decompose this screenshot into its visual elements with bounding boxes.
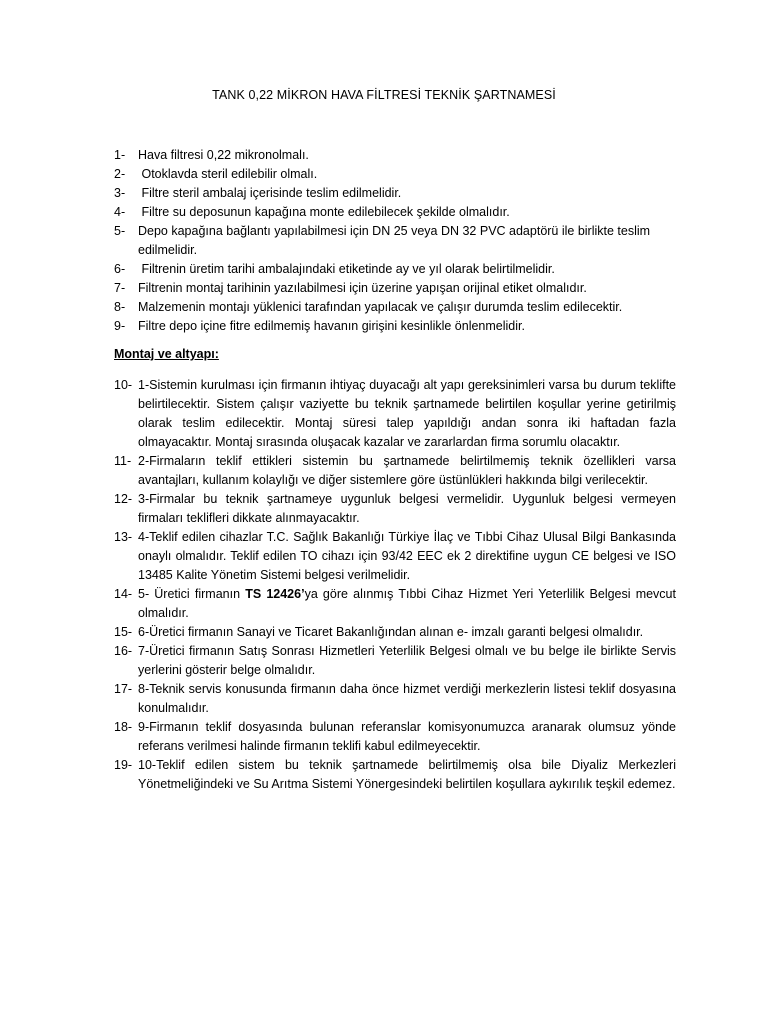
item-number: 18- xyxy=(114,720,133,734)
item-text: Filtrenin üretim tarihi ambalajındaki etiketinde ay ve yıl olarak belirtilmelidir. xyxy=(138,262,555,276)
item-number: 5- xyxy=(114,224,126,238)
item-number: 15- xyxy=(114,625,133,639)
item-text: Depo kapağına bağlantı yapılabilmesi için DN 25 veya DN 32 PVC adaptörü ile birlikte teslim edilmelidir. xyxy=(138,224,651,257)
item-text: Filtre steril ambalaj içerisinde teslim edilmelidir. xyxy=(138,186,402,200)
item-number: 17- xyxy=(114,682,133,696)
item-number: 8- xyxy=(114,300,126,314)
list-item xyxy=(114,642,676,680)
item-number: 16- xyxy=(114,644,133,658)
list-item xyxy=(114,298,676,317)
item-text: 3-Firmalar bu teknik şartnameye uygunluk belgesi vermelidir. Uygunluk belgesi vermeyen firmaları teklifleri dikkate alınmayacaktır. xyxy=(138,492,676,525)
list-item xyxy=(114,184,676,203)
list-item xyxy=(114,585,676,623)
list-item xyxy=(114,203,676,222)
list-item xyxy=(114,490,676,528)
item-number: 10- xyxy=(114,378,133,392)
item-number: 13- xyxy=(114,530,133,544)
list-item xyxy=(114,279,676,298)
installation-list xyxy=(114,376,676,794)
item-text: 1-Sistemin kurulması için firmanın ihtiyaç duyacağı alt yapı gereksinimleri varsa bu durum teklifte belirtilecektir. Sistem çalışır vaziyette bu teknik şartnamede belirtilen koşullar yerine getirilmiş olarak teslim edilecektir. Montaj süresi talep yapıldığı andan sonra iki haftadan fazla olmayacaktır. Montaj sırasında oluşacak kazalar ve zararlardan firma sorumlu olacaktır. xyxy=(138,378,676,449)
item-number: 11- xyxy=(114,454,132,468)
item-text xyxy=(138,585,676,623)
item-number: 14- xyxy=(114,587,133,601)
list-item xyxy=(114,452,676,490)
item-text: 8-Teknik servis konusunda firmanın daha önce hizmet verdiği merkezlerin listesi teklif dosyasına konulmalıdır. xyxy=(138,682,676,715)
item-number: 6- xyxy=(114,262,126,276)
standard-code: TS 12426’ xyxy=(245,587,305,601)
item-number: 19- xyxy=(114,758,133,772)
list-item xyxy=(114,222,676,260)
list-item xyxy=(114,317,676,336)
list-item xyxy=(114,718,676,756)
list-item xyxy=(114,680,676,718)
list-item xyxy=(114,623,676,642)
list-item xyxy=(114,528,676,585)
item-number: 3- xyxy=(114,186,126,200)
requirements-list xyxy=(114,146,676,336)
item-text: Otoklavda steril edilebilir olmalı. xyxy=(138,167,318,181)
item-number: 9- xyxy=(114,319,126,333)
item-number: 12- xyxy=(114,492,133,506)
list-item xyxy=(114,146,676,165)
item-text: Malzemenin montajı yüklenici tarafından yapılacak ve çalışır durumda teslim edilecektir. xyxy=(138,300,623,314)
item-number: 2- xyxy=(114,167,126,181)
list-item xyxy=(114,756,676,794)
item-text: 7-Üretici firmanın Satış Sonrası Hizmetleri Yeterlilik Belgesi olmalı ve bu belge ile birlikte Servis yerlerini gösterir belge olmalıdır. xyxy=(138,644,676,677)
item-text: Filtre depo içine fitre edilmemiş havanın girişini kesinlikle önlenmelidir. xyxy=(138,319,525,333)
item-text-end: ya göre alınmış Tıbbi Cihaz Hizmet Yeri Yeterlilik Belgesi mevcut olmalıdır. xyxy=(138,587,676,620)
item-number: 7- xyxy=(114,281,126,295)
item-text: 9-Firmanın teklif dosyasında bulunan referanslar komisyonumuzca aranarak olumsuz yönde referans verilmesi halinde firmanın teklifi kabul edilmeyecektir. xyxy=(138,720,676,753)
item-text: Filtrenin montaj tarihinin yazılabilmesi için üzerine yapışan orijinal etiket olmalıdır. xyxy=(138,281,587,295)
item-number: 1- xyxy=(114,148,126,162)
list-item xyxy=(114,260,676,279)
item-number: 4- xyxy=(114,205,126,219)
section-heading: Montaj ve altyapı: xyxy=(114,347,219,361)
item-text: 4-Teklif edilen cihazlar T.C. Sağlık Bakanlığı Türkiye İlaç ve Tıbbi Cihaz Ulusal Bilgi Bankasında onaylı olmalıdır. Teklif edilen TO cihazı için 93/42 EEC ek 2 direktifine uygun CE belgesi ve ISO 13485 Kalite Yönetim Sistemi belgesi verilmelidir. xyxy=(138,530,676,582)
list-item xyxy=(114,165,676,184)
item-text: 2-Firmaların teklif ettikleri sistemin bu şartnamede belirtilmemiş teknik özellikleri varsa avantajları, kullanım kolaylığı ve diğer sistemlere göre üstünlükleri hakkında bilgi verilecektir. xyxy=(138,454,676,487)
item-text-start: 5- Üretici firmanın xyxy=(138,587,246,601)
item-text: Hava filtresi 0,22 mikronolmalı. xyxy=(138,148,309,162)
document-title: TANK 0,22 MİKRON HAVA FİLTRESİ TEKNİK ŞARTNAMESİ xyxy=(212,88,556,102)
item-text: 6-Üretici firmanın Sanayi ve Ticaret Bakanlığından alınan e- imzalı garanti belgesi olmalıdır. xyxy=(138,625,644,639)
list-item xyxy=(114,376,676,452)
item-text: Filtre su deposunun kapağına monte edilebilecek şekilde olmalıdır. xyxy=(138,205,510,219)
item-text: 10-Teklif edilen sistem bu teknik şartnamede belirtilmemiş olsa bile Diyaliz Merkezleri Yönetmeliğindeki ve Su Arıtma Sistemi Yönergesindeki belirtilen koşullara aykırılık teşkil edemez. xyxy=(138,758,676,791)
